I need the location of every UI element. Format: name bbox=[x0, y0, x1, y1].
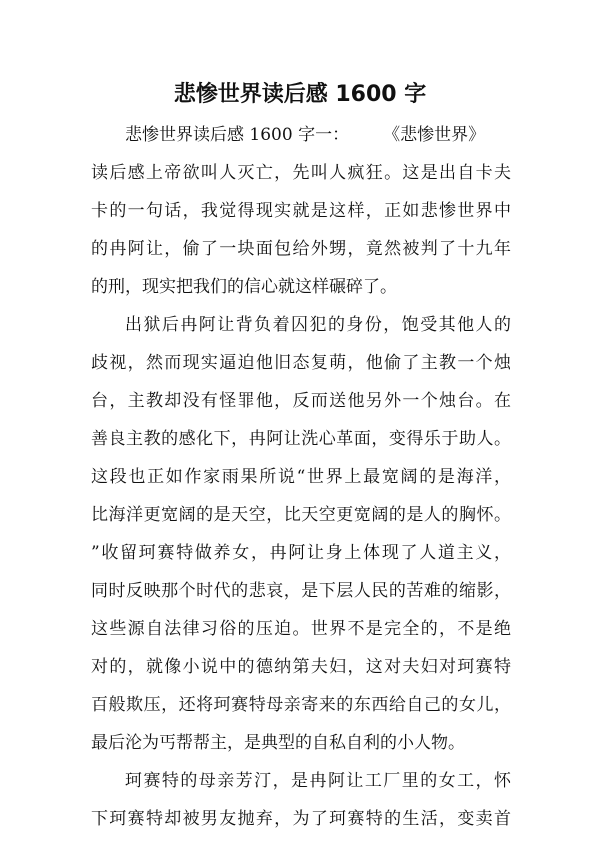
paragraph-2-line-8: 同时反映那个时代的悲哀，是下层人民的苦难的缩影， bbox=[91, 581, 511, 601]
paragraph-1-line-3: 卡的一句话，我觉得现实就是这样，正如悲惨世界中 bbox=[91, 201, 511, 221]
paragraph-2-line-1: 出狱后冉阿让背负着囚犯的身份，饱受其他人的 bbox=[125, 315, 511, 335]
paragraph-2-line-9: 这些源自法律习俗的压迫。世界不是完全的，不是绝 bbox=[91, 619, 511, 639]
paragraph-2-line-5: 这段也正如作家雨果所说“世界上最宽阔的是海洋， bbox=[91, 467, 511, 487]
document-title: 悲惨世界读后感 1600 字 bbox=[173, 82, 427, 107]
paragraph-1-line-4: 的冉阿让，偷了一块面包给外甥，竟然被判了十九年 bbox=[91, 239, 511, 259]
paragraph-1-line-2: 读后感上帝欲叫人灭亡，先叫人疯狂。这是出自卡夫 bbox=[91, 163, 511, 183]
paragraph-3-line-1: 珂赛特的母亲芳汀，是冉阿让工厂里的女工，怀 bbox=[125, 771, 511, 791]
paragraph-2-line-2: 歧视，然而现实逼迫他旧态复萌，他偷了主教一个烛 bbox=[91, 353, 511, 373]
paragraph-2-line-6: 比海洋更宽阔的是天空，比天空更宽阔的是人的胸怀。 bbox=[91, 505, 511, 525]
paragraph-2-line-3: 台，主教却没有怪罪他，反而送他另外一个烛台。在 bbox=[91, 391, 511, 411]
paragraph-2-line-12: 最后沦为丐帮帮主，是典型的自私自利的小人物。 bbox=[91, 733, 465, 753]
paragraph-2-line-7: ”收留珂赛特做养女，冉阿让身上体现了人道主义， bbox=[91, 543, 511, 563]
paragraph-1-line-1: 悲惨世界读后感 1600 字一： 《悲惨世界》 bbox=[125, 125, 486, 145]
paragraph-3-line-2: 下珂赛特却被男友抛弃，为了珂赛特的生活，变卖首 bbox=[91, 809, 511, 829]
paragraph-2-line-11: 百般欺压，还将珂赛特母亲寄来的东西给自己的女儿， bbox=[91, 695, 511, 715]
paragraph-2-line-4: 善良主教的感化下，冉阿让洗心革面，变得乐于助人。 bbox=[91, 429, 511, 449]
paragraph-2-line-10: 对的，就像小说中的德纳第夫妇，这对夫妇对珂赛特 bbox=[91, 657, 511, 677]
document-body bbox=[91, 116, 511, 838]
paragraph-1-line-5: 的刑，现实把我们的信心就这样碾碎了。 bbox=[91, 277, 397, 297]
